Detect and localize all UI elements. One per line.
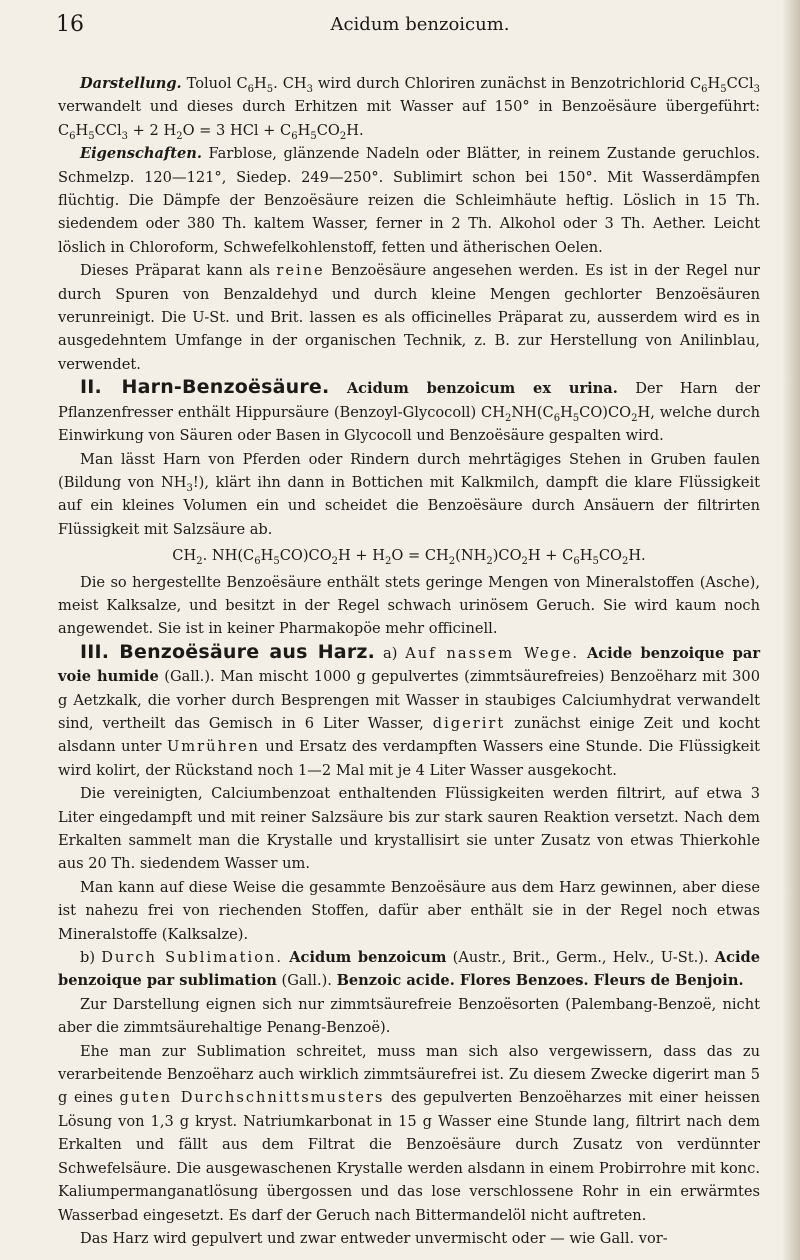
- latin-name: Acidum benzoicum ex urina.: [346, 380, 618, 398]
- section-harz-benzoesaeure: III. Benzoësäure aus Harz. a) Auf nassem Wege. Acide benzoique par voie humide (Gall.). Man mischt 1000 g gepulvertes (zimmtsäurefreies) Benzoëharz mit 300 g Aetzkalk, die vorher durch Besprengen mit Wasser in staubiges Calciumhydrat verwandelt sind, vertheilt das Gemisch in 6 Liter Wasser, digerirt zunächst einige Zeit und kocht alsdann unter Umrühren und Ersatz des verdampften Wassers eine Stunde. Die Flüssigkeit wird kolirt, der Rückstand noch 1—2 Mal mit je 4 Liter Wasser ausgekocht.: [58, 640, 761, 779]
- section-heading: III. Benzoësäure aus Harz.: [80, 640, 376, 663]
- paragraph-harz-yield: Man kann auf diese Weise die gesammte Benzoësäure aus dem Harz gewinnen, aber diese ist nahezu frei von riechenden Stoffen, dafür aber enthält sie in der Regel noch etwas Mineralstoffe (Kalksalze).: [58, 878, 760, 943]
- paragraph-harn-properties: Die so hergestellte Benzoësäure enthält stets geringe Mengen von Mineralstoffen (Asche), meist Kalksalze, und besitzt in der Regel schwach urinösem Geruch. Sie wird kaum noch angewendet. Sie ist in keiner Pharmakopöe mehr officinell.: [58, 573, 760, 638]
- paragraph-harz-gepulvert: Das Harz wird gepulvert und zwar entweder unvermischt oder — wie Gall. vor-: [80, 1229, 668, 1247]
- paragraph-darstellung: Darstellung. Toluol $C_6H_5$. $CH_3$ wird durch Chloriren zunächst in Benzotrichlorid $C_6H_5CCl_3$ verwandelt und dieses durch Erhitzen mit Wasser auf 150° in Benzoësäure übergeführt: $C_6H_5CCl_3 + 2$ $H_2O = 3$ HCl + $C_6H_5CO_2H$.: [58, 75, 761, 142]
- paragraph-calciumbenzoat: Die vereinigten, Calciumbenzoat enthaltenden Flüssigkeiten werden filtrirt, auf etwa 3 Liter eingedampft und mit reiner Salzsäure bis zur stark sauren Reaktion versetzt. Nach dem Erkalten sammelt man die Krystalle und krystallisirt sie unter Zusatz von etwas Thierkohle aus 20 Th. siedendem Wasser um.: [58, 785, 760, 873]
- page-header: [56, 12, 744, 42]
- page-number: 16: [56, 12, 84, 37]
- page-edge-shadow: [782, 0, 800, 1260]
- chemical-equation: $CH_2$. $NH(C_6H_5CO)CO_2H + H_2O = CH_2(NH_2)CO_2H + C_6H_5CO_2H$.: [172, 547, 646, 568]
- paragraph-benzoesorten: Zur Darstellung eignen sich nur zimmtsäurefreie Benzoësorten (Palembang-Benzoë, nicht aber die zimmtsäurehaltige Penang-Benzoë).: [58, 995, 760, 1037]
- running-head: Acidum benzoicum.: [330, 14, 510, 35]
- paragraph-harn-method: Man lässt Harn von Pferden oder Rindern durch mehrtägiges Stehen in Gruben faulen (Bildung von $NH_3$!), klärt ihn dann in Bottichen mit Kalkmilch, dampft die klare Flüssigkeit auf ein kleines Volumen ein und scheidet die Benzoësäure durch Ansäuern der filtrirten Flüssigkeit mit Salzsäure ab.: [58, 450, 760, 538]
- section-label: Eigenschaften.: [80, 145, 202, 163]
- paragraph-sublimation-heading: b) Durch Sublimation. Acidum benzoicum (Austr., Brit., Germ., Helv., U-St.). Acide benzoique par sublimation (Gall.). Benzoic acide. Flores Benzoes. Fleurs de Benjoin.: [58, 949, 761, 990]
- section-label: Darstellung.: [80, 75, 182, 92]
- page-body: [58, 72, 760, 1250]
- section-heading: II. Harn-Benzoësäure.: [80, 376, 330, 399]
- paragraph-eigenschaften: Eigenschaften. Farblose, glänzende Nadeln oder Blätter, in reinem Zustande geruchlos. Schmelzp. 120—121°, Siedep. 249—250°. Sublimirt schon bei 150°. Mit Wasserdämpfen flüchtig. Die Dämpfe der Benzoësäure reizen die Schleimhäute heftig. Löslich in 15 Th. siedendem oder 380 Th. kaltem Wasser, ferner in 2 Th. Alkohol oder 3 Th. Aether. Leicht löslich in Chloroform, Schwefelkohlenstoff, fetten und ätherischen Oelen.: [58, 145, 760, 256]
- paragraph-pruefung: Ehe man zur Sublimation schreitet, muss man sich also vergewissern, dass das zu verarbeitende Benzoëharz auch wirklich zimmtsäurefrei ist. Zu diesem Zwecke digerirt man 5 g eines guten Durchschnittsmusters des gepulverten Benzoëharzes mit einer heissen Lösung von 1,3 g kryst. Natriumkarbonat in 15 g Wasser eine Stunde lang, filtrirt nach dem Erkalten und fällt aus dem Filtrat die Benzoësäure durch Zusatz von verdünnter Schwefelsäure. Die ausgewaschenen Krystalle werden alsdann in einem Probirrohre mit konc. Kaliumpermanganatlösung übergossen und das lose verschlossene Rohr in ein erwärmtes Wasserbad eingesetzt. Es darf der Geruch nach Bittermandelöl nicht auftreten.: [58, 1042, 761, 1224]
- paragraph-praeparat: Dieses Präparat kann als reine Benzoësäure angesehen werden. Es ist in der Regel nur durch Spuren von Benzaldehyd und durch kleine Mengen gechlorter Benzoësäuren verunreinigt. Die U-St. und Brit. lassen es als officinelles Präparat zu, ausserdem wird es in ausgedehntem Umfange in der organischen Technik, z. B. zur Herstellung von Anilinblau, verwendet.: [58, 262, 760, 373]
- section-harn-benzoesaeure: II. Harn-Benzoësäure. Acidum benzoicum ex urina. Der Harn der Pflanzenfresser enthält Hippursäure (Benzoyl-Glycocoll) $CH_2NH(C_6H_5CO)CO_2H$, welche durch Einwirkung von Säuren oder Basen in Glycocoll und Benzoësäure gespalten wird.: [58, 376, 760, 445]
